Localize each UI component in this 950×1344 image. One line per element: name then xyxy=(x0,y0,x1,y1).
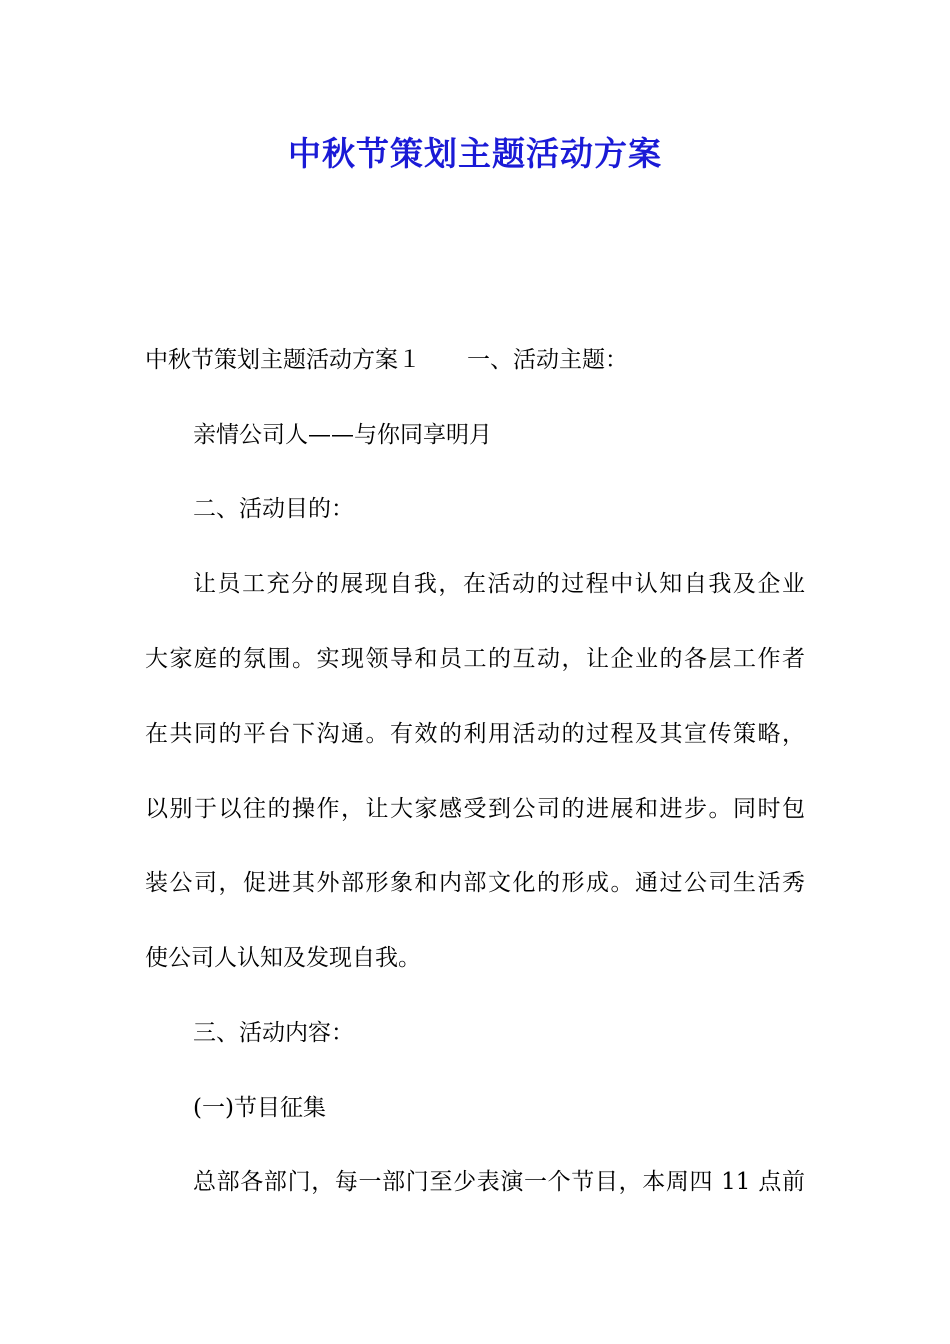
section2-heading: 二、活动目的： xyxy=(193,496,354,522)
heading-line xyxy=(145,345,628,375)
subsection1-heading: (一)节目征集 xyxy=(193,1095,326,1121)
purpose-line-3: 在共同的平台下沟通。有效的利用活动的过程及其宣传策略， xyxy=(145,721,805,747)
purpose-line-2: 大家庭的氛围。实现领导和员工的互动，让企业的各层工作者 xyxy=(145,646,805,672)
purpose-line-6: 使公司人认知及发现自我。 xyxy=(145,945,421,971)
purpose-line-4: 以别于以往的操作，让大家感受到公司的进展和进步。同时包 xyxy=(145,796,805,822)
plan-heading: 中秋节策划主题活动方案１ xyxy=(145,347,421,373)
purpose-line-1: 让员工充分的展现自我，在活动的过程中认知自我及企业 xyxy=(193,571,805,597)
document-title: 中秋节策划主题活动方案 xyxy=(288,134,662,173)
theme-text: 亲情公司人——与你同享明月 xyxy=(193,422,492,448)
purpose-line-5: 装公司，促进其外部形象和内部文化的形成。通过公司生活秀 xyxy=(145,870,805,896)
program-line: 总部各部门，每一部门至少表演一个节目，本周四 11 点前 xyxy=(193,1169,805,1195)
section3-heading: 三、活动内容： xyxy=(193,1020,354,1046)
section1-heading: 一、活动主题： xyxy=(467,347,628,373)
